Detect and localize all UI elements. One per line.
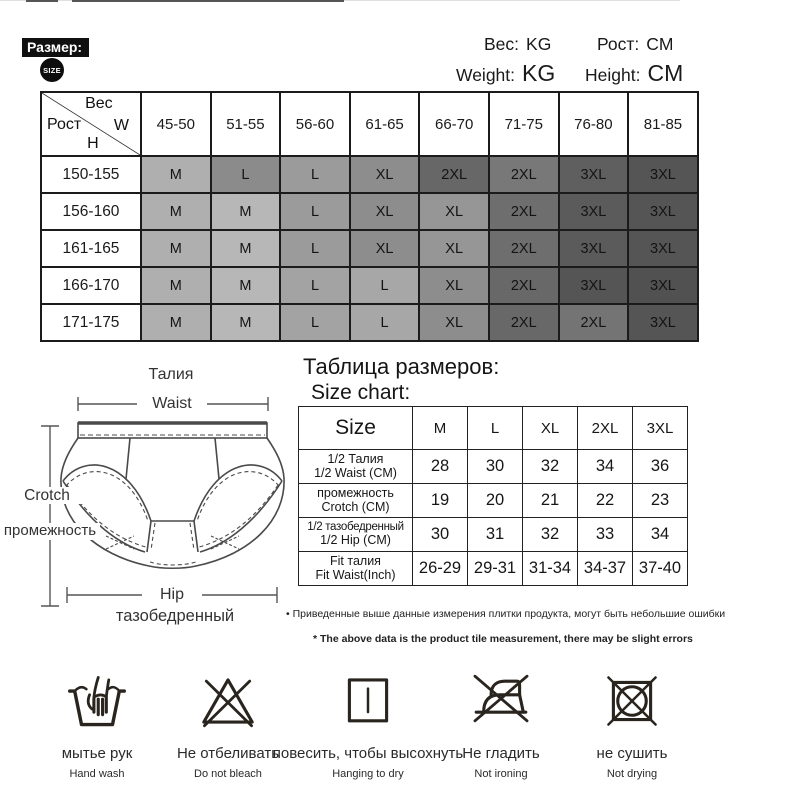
size-cell: XL [419,193,489,230]
size-chart-row [299,552,688,586]
size-cell: M [211,304,281,341]
size-cell: 2XL [489,267,559,304]
size-chart-col-header: XL [523,407,578,450]
height-units-ru [597,34,673,55]
crotch-measure-line [41,426,59,606]
size-cell: XL [350,193,420,230]
label-ru: Fit талия [330,553,381,568]
matrix-row [41,230,698,267]
size-cell: 2XL [489,156,559,193]
corner-weight-ru: Вес [85,95,113,112]
weight-units-ru [484,34,551,55]
measurement-value: 21 [523,484,578,518]
height-units-en [585,60,683,87]
size-cell: 2XL [419,156,489,193]
size-chart-col-header: 2XL [578,407,633,450]
weight-col-header: 81-85 [628,92,698,156]
size-cell: L [350,267,420,304]
hip-label-ru: тазобедренный [115,607,235,625]
size-cell: M [141,193,211,230]
size-cell: 2XL [559,304,629,341]
size-cell: 3XL [628,156,698,193]
measurement-value: 19 [413,484,468,518]
weight-col-header: 56-60 [280,92,350,156]
size-chart-corner: Size [299,407,413,450]
corner-weight-en: W [113,117,129,134]
label-en: 1/2 Waist (CM) [314,465,397,480]
size-cell: XL [419,267,489,304]
waistband-outline [78,423,267,438]
label-en: 1/2 Hip (CM) [320,532,391,547]
care-label-ru: Не отбеливать [176,745,280,762]
label-ru: 1/2 Талия [327,451,384,466]
hip-label-en: Hip [142,586,202,604]
size-cell: XL [419,304,489,341]
corner-height-en: H [87,135,99,152]
size-cell: XL [350,230,420,267]
size-cell: M [141,156,211,193]
size-cell: L [350,304,420,341]
size-label: Размер: [22,38,89,57]
corner-height-ru: Рост [47,116,82,133]
weight-col-header: 51-55 [211,92,281,156]
size-chart-title-en: Size chart: [311,381,411,404]
weight-col-header: 66-70 [419,92,489,156]
label-en: Fit Waist(Inch) [315,567,396,582]
measurement-value: 22 [578,484,633,518]
measurement-value: 37-40 [633,552,688,586]
label-en: Crotch (CM) [321,499,390,514]
height-row-header: 156-160 [41,193,141,230]
size-cell: M [211,267,281,304]
size-chart-table [298,406,688,586]
waist-label-ru: Талия [148,366,194,383]
size-matrix-table [40,91,699,342]
top-dash-short [26,0,58,2]
size-chart-title-ru: Таблица размеров: [303,354,500,379]
height-row-header: 166-170 [41,267,141,304]
size-cell: 3XL [559,230,629,267]
cross-mark-left [106,536,134,549]
measurement-value: 33 [578,518,633,552]
size-chart-col-header: 3XL [633,407,688,450]
size-badge-icon: SIZE [40,58,64,82]
panty-outline [61,438,284,568]
care-label-ru: Не гладить [462,745,540,762]
size-cell: M [141,304,211,341]
weight-col-header: 71-75 [489,92,559,156]
size-chart-col-header: M [413,407,468,450]
size-cell: M [141,230,211,267]
measurement-value: 30 [413,518,468,552]
crotch-label-en: Crotch [12,487,82,504]
bullet: • [286,608,290,620]
height-label-en: Height: [585,65,641,85]
size-cell: L [280,230,350,267]
label-ru: 1/2 тазобедренный [307,521,404,534]
label-ru: промежность [317,485,394,500]
measurement-value: 26-29 [413,552,468,586]
weight-unit-ru: KG [526,34,552,54]
measurement-value: 32 [523,450,578,484]
height-row-header: 161-165 [41,230,141,267]
cross-mark-right [211,536,239,549]
size-cell: M [141,267,211,304]
size-cell: L [280,267,350,304]
top-dash-long [72,0,344,2]
size-cell: XL [350,156,420,193]
size-cell: 2XL [489,304,559,341]
size-cell: XL [419,230,489,267]
height-row-header: 150-155 [41,156,141,193]
measurement-value: 29-31 [468,552,523,586]
measurement-value: 28 [413,450,468,484]
size-cell: 3XL [559,193,629,230]
waist-label-en: Waist [137,395,207,413]
matrix-row [41,156,698,193]
seam-right [215,438,219,479]
measurement-value: 36 [633,450,688,484]
care-label-en: Not drying [606,768,658,780]
care-item [507,670,757,780]
do-not-dry-icon [601,670,663,737]
height-label-ru: Рост: [597,34,640,54]
height-unit-en: CM [647,60,684,86]
care-label-en: Do not bleach [194,768,262,780]
measurement-label [299,518,413,552]
care-label-ru: мытье рук [61,745,133,762]
matrix-row [41,193,698,230]
size-chart-row [299,450,688,484]
measurement-note-en: * The above data is the product tile measurement, there may be slight errors [313,633,693,645]
measurement-value: 30 [468,450,523,484]
measurement-note-ru: • Приведенные выше данные измерения плитки продукта, могут быть небольшие ошибки [286,608,726,620]
weight-col-header: 45-50 [141,92,211,156]
matrix-row [41,267,698,304]
size-chart-row [299,484,688,518]
size-cell: 3XL [628,304,698,341]
weight-unit-en: KG [522,60,556,86]
weight-col-header: 61-65 [350,92,420,156]
care-label-ru: не сушить [596,745,668,762]
size-cell: L [280,156,350,193]
measurement-value: 34 [578,450,633,484]
size-cell: M [211,193,281,230]
size-chart-col-header: L [468,407,523,450]
measurement-value: 31 [468,518,523,552]
height-row-header: 171-175 [41,304,141,341]
size-cell: L [280,193,350,230]
matrix-row [41,304,698,341]
care-label-en: Not ironing [474,768,528,780]
hem-stitching [150,562,196,565]
size-chart-row [299,518,688,552]
crotch-label-ru: промежность [0,523,100,540]
size-cell: 3XL [559,267,629,304]
weight-col-header: 76-80 [559,92,629,156]
care-label-ru: повесить, чтобы высохнуть [272,745,464,762]
weight-label-en: Weight: [456,65,516,85]
measurement-value: 32 [523,518,578,552]
size-cell: L [211,156,281,193]
size-cell: 2XL [489,230,559,267]
weight-units-en [456,60,555,87]
weight-label-ru: Вес: [484,34,520,54]
measurement-value: 34-37 [578,552,633,586]
size-cell: M [211,230,281,267]
size-cell: L [280,304,350,341]
measurement-value: 20 [468,484,523,518]
seam-left [126,438,130,479]
measurement-value: 23 [633,484,688,518]
measurement-label [299,484,413,518]
size-cell: 3XL [628,267,698,304]
measurement-value: 31-34 [523,552,578,586]
measurement-value: 34 [633,518,688,552]
size-cell: 3XL [628,230,698,267]
measurement-label [299,552,413,586]
care-label-en: Hanging to dry [332,768,404,780]
height-unit-ru: CM [646,34,674,54]
size-cell: 3XL [559,156,629,193]
size-cell: 3XL [628,193,698,230]
measurement-label [299,450,413,484]
matrix-corner-cell [41,92,141,156]
care-label-en: Hand wash [69,768,125,780]
asterisk: * [313,633,318,645]
size-cell: 2XL [489,193,559,230]
